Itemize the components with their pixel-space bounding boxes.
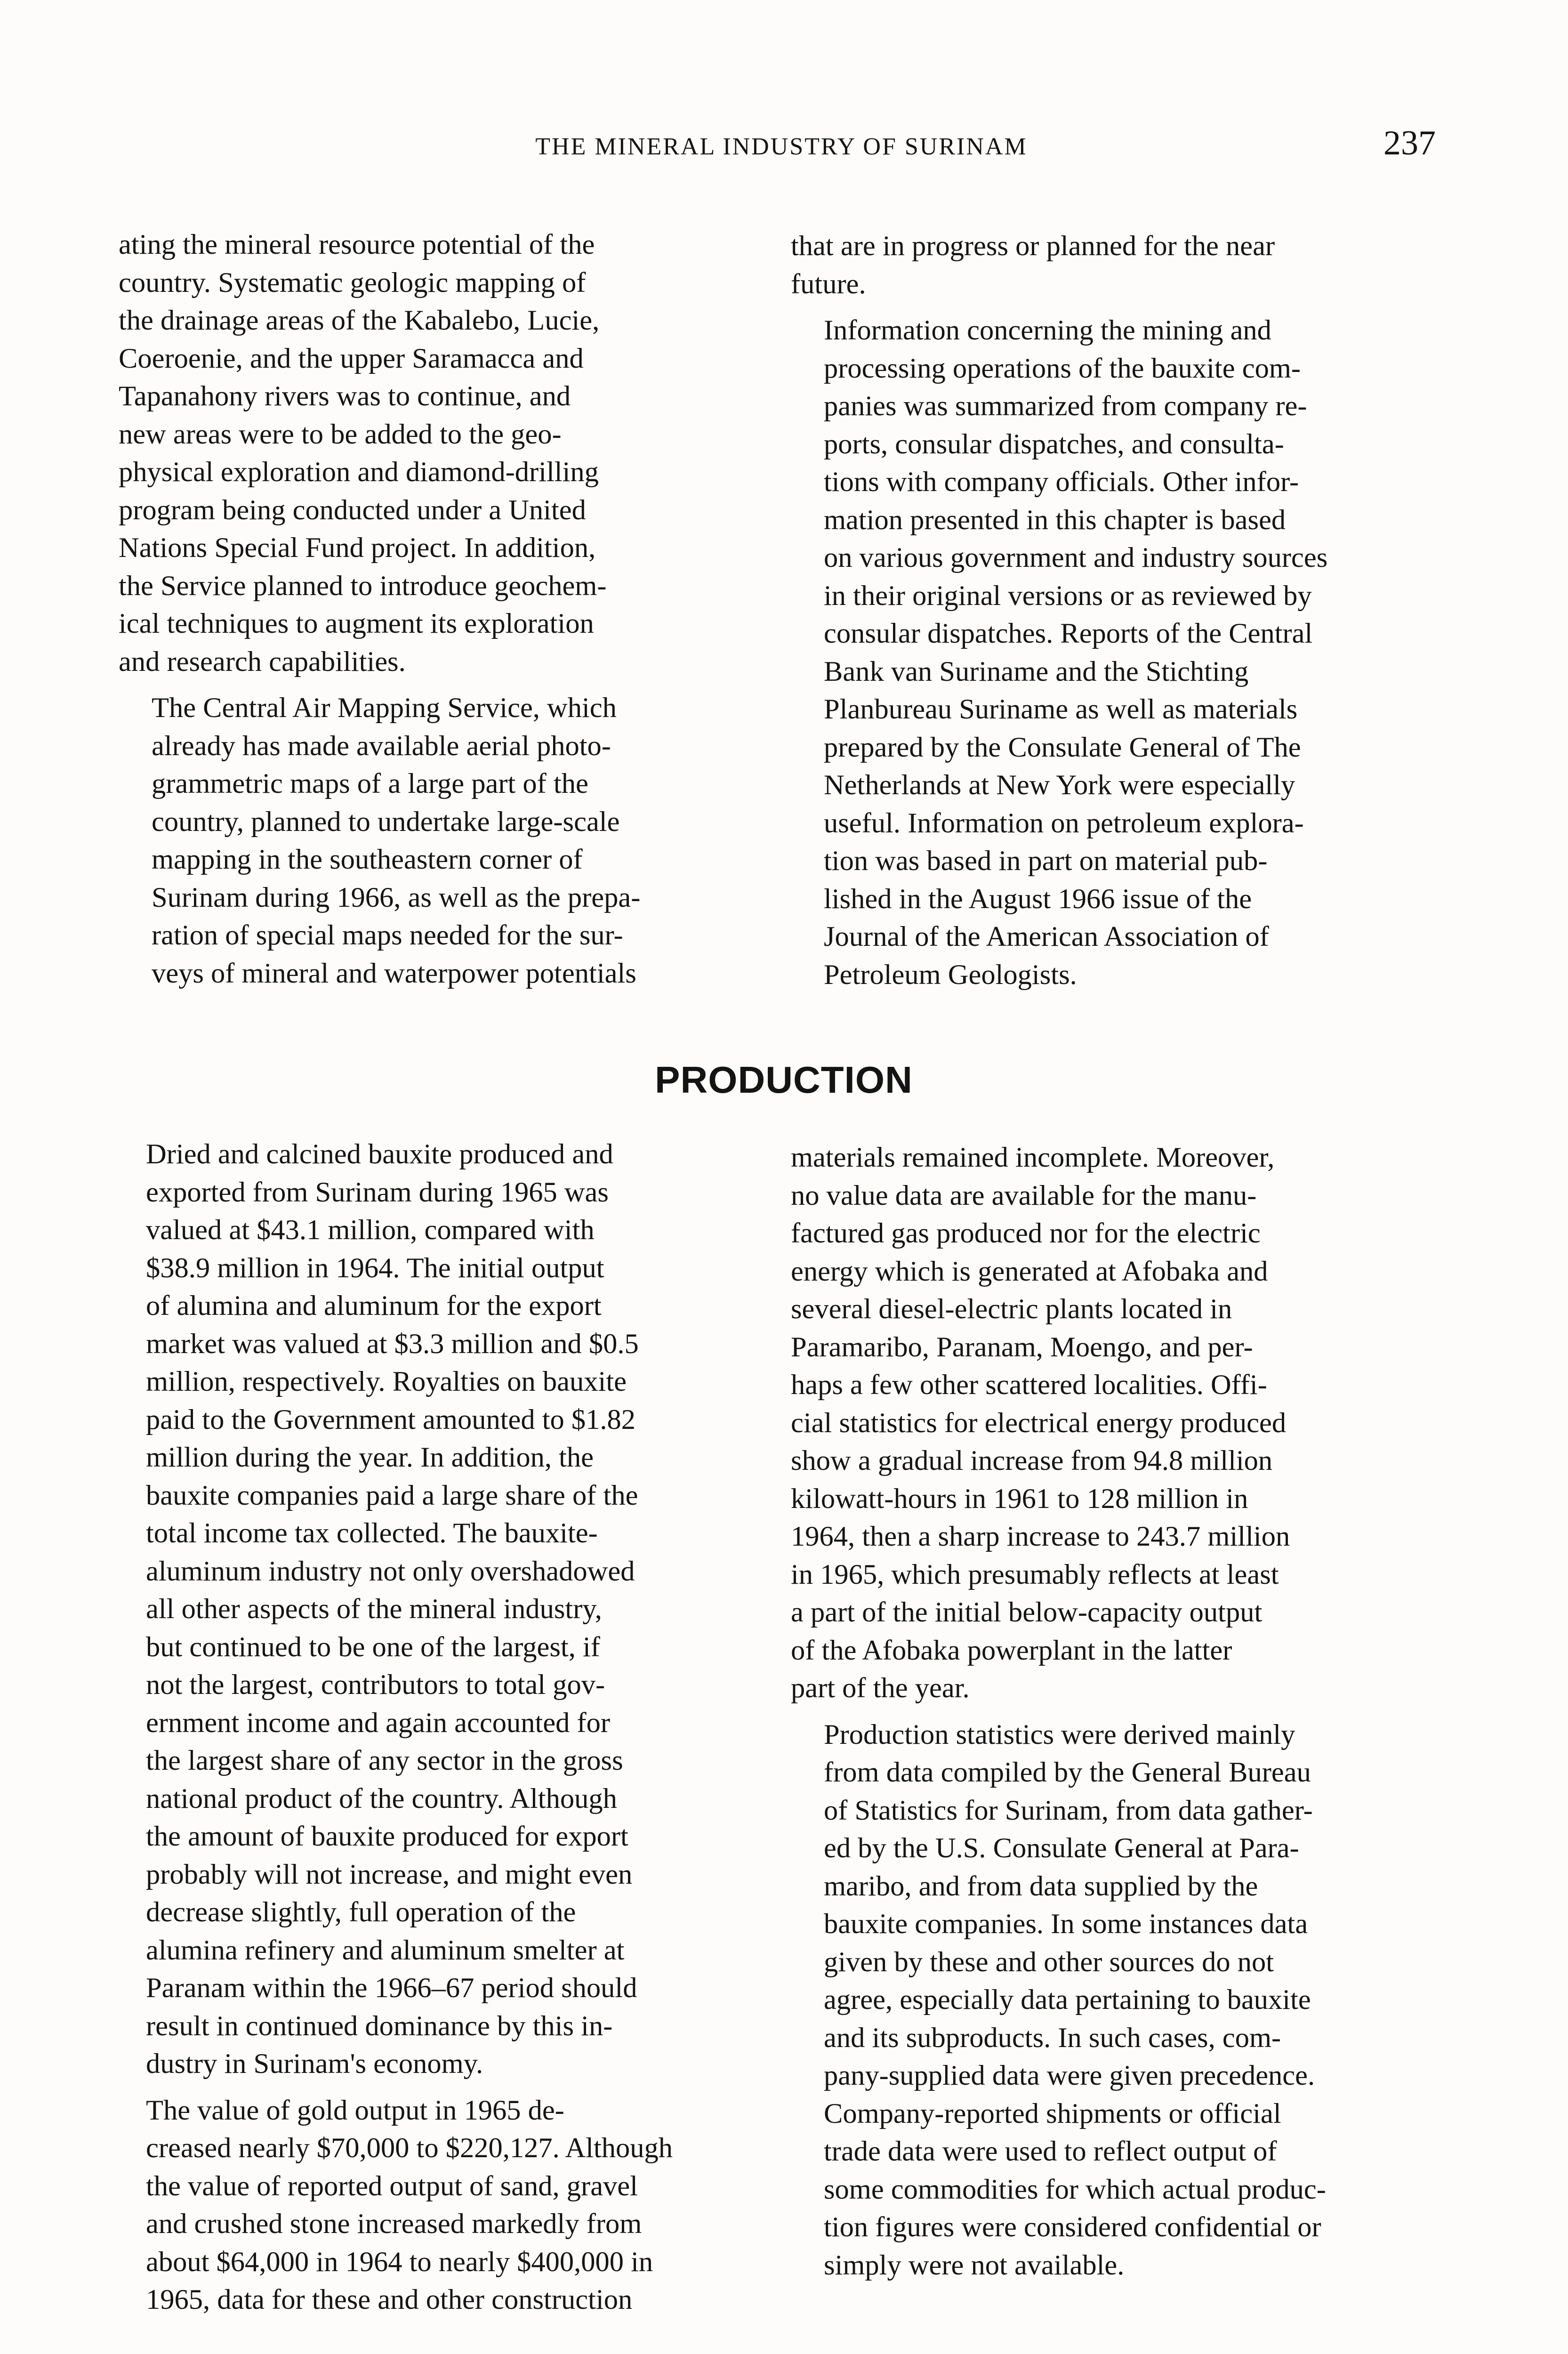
text-line: country. Systematic geologic mapping of: [119, 266, 586, 298]
text-line: mation presented in this chapter is based: [824, 504, 1286, 536]
text-line: useful. Information on petroleum explora-: [824, 807, 1304, 839]
text-line: new areas were to be added to the geo-: [119, 418, 562, 450]
text-line: simply were not available.: [824, 2249, 1125, 2281]
text-line: materials remained incomplete. Moreover,: [791, 1142, 1275, 1173]
text-line: in 1965, which presumably reflects at least: [791, 1558, 1279, 1590]
text-line: a part of the initial below-capacity output: [791, 1596, 1262, 1628]
paragraph: [791, 1716, 1436, 2285]
text-line: of alumina and aluminum for the export: [146, 1290, 602, 1322]
text-line: 1965, data for these and other construction: [146, 2284, 633, 2315]
text-line: trade data were used to reflect output of: [824, 2136, 1277, 2167]
text-line: ed by the U.S. Consulate General at Para-: [824, 1832, 1299, 1864]
text-line: show a gradual increase from 94.8 million: [791, 1445, 1273, 1476]
text-line: no value data are available for the manu-: [791, 1179, 1257, 1211]
text-line: of the Afobaka powerplant in the latter: [791, 1634, 1232, 1666]
text-line: market was valued at $3.3 million and $0.5: [146, 1328, 639, 1360]
text-line: tion was based in part on material pub-: [824, 845, 1268, 877]
paragraph: [119, 689, 747, 992]
text-line: Planbureau Suriname as well as materials: [824, 693, 1298, 725]
text-line: aluminum industry not only overshadowed: [146, 1555, 635, 1587]
text-line: Company-reported shipments or official: [824, 2097, 1281, 2129]
text-line: grammetric maps of a large part of the: [152, 768, 588, 799]
text-line: the Service planned to introduce geochem-: [119, 570, 607, 602]
text-line: Dried and calcined bauxite produced and: [146, 1138, 613, 1170]
text-line: Netherlands at New York were especially: [824, 769, 1295, 801]
text-line: valued at $43.1 million, compared with: [146, 1214, 595, 1246]
text-line: dustry in Surinam's economy.: [146, 2048, 483, 2080]
text-line: all other aspects of the mineral industry,: [146, 1593, 602, 1625]
paragraph: [119, 226, 747, 681]
text-line: ical techniques to augment its exploration: [119, 608, 594, 639]
text-line: country, planned to undertake large-scale: [152, 806, 620, 838]
text-line: Coeroenie, and the upper Saramacca and: [119, 342, 584, 374]
text-line: probably will not increase, and might even: [146, 1858, 633, 1890]
text-line: lished in the August 1966 issue of the: [824, 883, 1252, 915]
text-line: about $64,000 in 1964 to nearly $400,000 in: [146, 2246, 653, 2278]
section-heading-production: PRODUCTION: [655, 1059, 913, 1101]
text-line: part of the year.: [791, 1672, 970, 1704]
text-line: total income tax collected. The bauxite-: [146, 1517, 598, 1549]
text-line: cial statistics for electrical energy produced: [791, 1407, 1287, 1439]
text-line: from data compiled by the General Bureau: [824, 1757, 1311, 1788]
text-line: already has made available aerial photo-: [152, 730, 611, 762]
text-line: some commodities for which actual produc-: [824, 2173, 1326, 2205]
text-line: Journal of the American Association of: [824, 921, 1269, 952]
text-line: the value of reported output of sand, gravel: [146, 2170, 638, 2202]
text-line: Nations Special Fund project. In addition,: [119, 532, 596, 564]
text-line: $38.9 million in 1964. The initial output: [146, 1252, 604, 1284]
text-line: factured gas produced nor for the electric: [791, 1217, 1261, 1249]
text-line: tion figures were considered confidential or: [824, 2211, 1321, 2243]
text-line: paid to the Government amounted to $1.82: [146, 1403, 636, 1435]
text-line: of Statistics for Surinam, from data gather-: [824, 1794, 1313, 1826]
text-line: ating the mineral resource potential of the: [119, 229, 595, 260]
text-line: The value of gold output in 1965 de-: [146, 2094, 564, 2126]
text-line: the drainage areas of the Kabalebo, Lucie,: [119, 305, 600, 336]
text-line: Paranam within the 1966–67 period should: [146, 1972, 637, 2004]
text-line: future.: [791, 268, 866, 300]
bottom-right-column: [791, 1139, 1436, 2284]
text-line: alumina refinery and aluminum smelter at: [146, 1934, 625, 1966]
text-line: energy which is generated at Afobaka and: [791, 1255, 1268, 1287]
text-line: and crushed stone increased markedly from: [146, 2208, 642, 2240]
paragraph: [113, 1136, 744, 2083]
text-line: result in continued dominance by this in-: [146, 2010, 613, 2042]
text-line: Information concerning the mining and: [824, 314, 1271, 346]
top-left-column: [119, 226, 747, 992]
text-line: ration of special maps needed for the sur-: [152, 919, 623, 951]
text-line: exported from Surinam during 1965 was: [146, 1176, 609, 1208]
text-line: not the largest, contributors to total gov-: [146, 1669, 605, 1701]
bottom-left-column: [113, 1136, 744, 2319]
text-line: bauxite companies. In some instances data: [824, 1908, 1308, 1940]
text-line: Surinam during 1966, as well as the prepa-: [152, 881, 641, 913]
top-right-column: [791, 227, 1437, 994]
text-line: Production statistics were derived mainly: [824, 1718, 1295, 1750]
text-line: on various government and industry sources: [824, 542, 1328, 573]
text-line: physical exploration and diamond-drilling: [119, 456, 599, 488]
text-line: given by these and other sources do not: [824, 1946, 1274, 1978]
text-line: processing operations of the bauxite com-: [824, 352, 1301, 384]
text-line: agree, especially data pertaining to bauxite: [824, 1984, 1311, 2015]
text-line: national product of the country. Although: [146, 1782, 617, 1814]
text-line: and its subproducts. In such cases, com-: [824, 2022, 1281, 2054]
text-line: panies was summarized from company re-: [824, 390, 1307, 422]
text-line: tions with company officials. Other infor-: [824, 466, 1299, 498]
text-line: Petroleum Geologists.: [824, 959, 1077, 991]
text-line: pany-supplied data were given precedence.: [824, 2060, 1315, 2091]
text-line: in their original versions or as reviewed by: [824, 580, 1312, 612]
text-line: 1964, then a sharp increase to 243.7 million: [791, 1521, 1290, 1552]
text-line: mapping in the southeastern corner of: [152, 844, 583, 875]
paragraph: [791, 1139, 1436, 1708]
page-number: 237: [1383, 124, 1436, 162]
text-line: program being conducted under a United: [119, 494, 586, 526]
text-line: ports, consular dispatches, and consulta-: [824, 428, 1284, 460]
running-head: THE MINERAL INDUSTRY OF SURINAM: [535, 133, 1028, 160]
text-line: several diesel-electric plants located in: [791, 1293, 1232, 1325]
text-line: million, respectively. Royalties on bauxite: [146, 1366, 627, 1397]
paragraph: [791, 227, 1437, 303]
text-line: bauxite companies paid a large share of the: [146, 1479, 638, 1511]
text-line: The Central Air Mapping Service, which: [152, 692, 617, 724]
text-line: Bank van Suriname and the Stichting: [824, 655, 1249, 687]
text-line: maribo, and from data supplied by the: [824, 1870, 1258, 1902]
text-line: creased nearly $70,000 to $220,127. Although: [146, 2132, 673, 2164]
text-line: prepared by the Consulate General of The: [824, 731, 1301, 763]
text-line: the amount of bauxite produced for export: [146, 1821, 628, 1852]
text-line: veys of mineral and waterpower potentials: [152, 957, 636, 989]
text-line: ernment income and again accounted for: [146, 1707, 611, 1739]
text-line: that are in progress or planned for the near: [791, 230, 1275, 262]
text-line: and research capabilities.: [119, 645, 406, 677]
paragraph: [113, 2092, 744, 2319]
text-line: consular dispatches. Reports of the Central: [824, 618, 1313, 649]
text-line: Paramaribo, Paranam, Moengo, and per-: [791, 1331, 1253, 1363]
text-line: haps a few other scattered localities. Offi-: [791, 1369, 1267, 1401]
paragraph: [791, 312, 1437, 994]
text-line: kilowatt-hours in 1961 to 128 million in: [791, 1483, 1248, 1515]
text-line: Tapanahony rivers was to continue, and: [119, 380, 571, 412]
text-line: decrease slightly, full operation of the: [146, 1896, 576, 1928]
text-line: but continued to be one of the largest, if: [146, 1631, 600, 1663]
text-line: the largest share of any sector in the gross: [146, 1745, 623, 1776]
text-line: million during the year. In addition, the: [146, 1442, 594, 1473]
